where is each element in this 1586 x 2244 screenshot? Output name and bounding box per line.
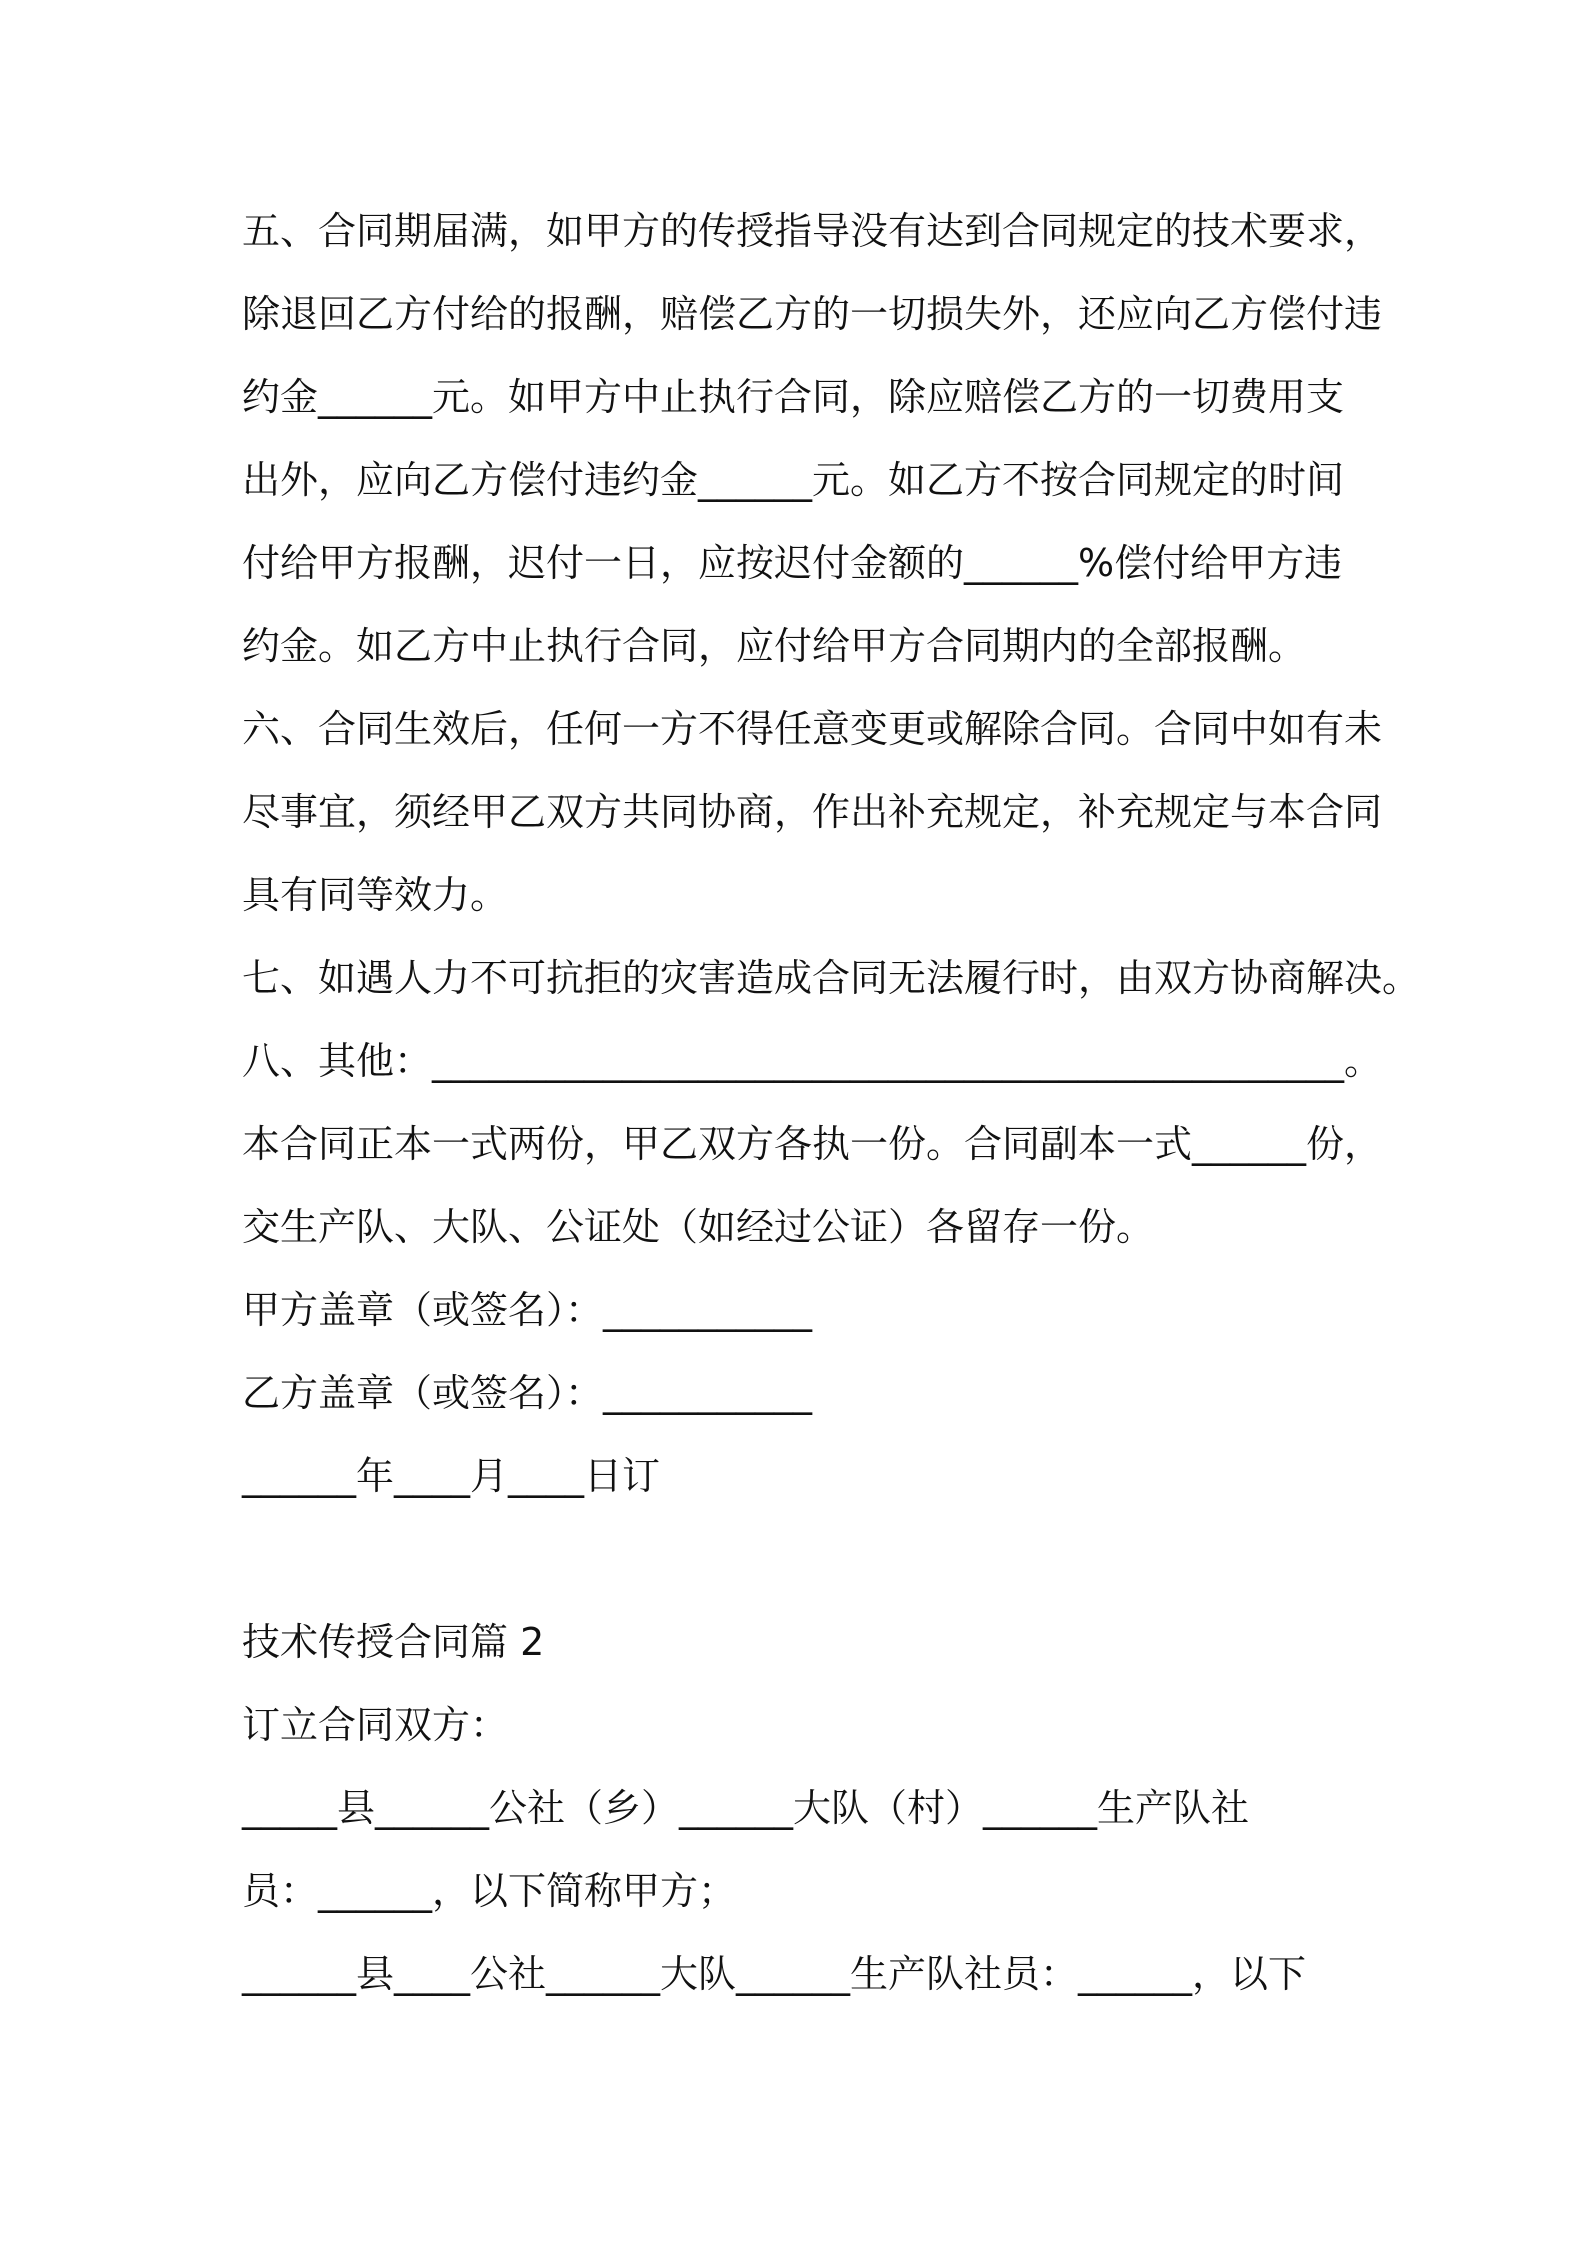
clause-6-line-3: 具有同等效力。 — [242, 873, 509, 917]
section-2-line-1: 订立合同双方： — [242, 1703, 509, 1747]
document-body — [242, 198, 1421, 2024]
party-b-signature-line: 乙方盖章（或签名）：___________ — [242, 1371, 813, 1415]
clause-6-line-2: 尽事宜，须经甲乙双方共同协商，作出补充规定，补充规定与本合同 — [242, 790, 1383, 834]
clause-5-line-6: 约金。如乙方中止执行合同，应付给甲方合同期内的全部报酬。 — [242, 624, 1307, 668]
clause-5-line-1: 五、合同期届满，如甲方的传授指导没有达到合同规定的技术要求， — [242, 209, 1383, 253]
clause-7-line: 七、如遇人力不可抗拒的灾害造成合同无法履行时，由双方协商解决。 — [242, 956, 1421, 1000]
section-2-line-2: _____县______公社（乡）______大队（村）______生产队社 — [242, 1786, 1250, 1830]
clause-5-line-2: 除退回乙方付给的报酬，赔偿乙方的一切损失外，还应向乙方偿付违 — [242, 292, 1383, 336]
section-2-line-4: ______县____公社______大队______生产队社员：______，以下 — [242, 1952, 1307, 1996]
section-2-line-3: 员：______，以下简称甲方； — [242, 1869, 737, 1913]
date-line: ______年____月____日订 — [242, 1454, 661, 1498]
section-spacer — [242, 1526, 1362, 1609]
section-2-title: 技术传授合同篇 2 — [242, 1620, 545, 1664]
copies-line-1: 本合同正本一式两份，甲乙双方各执一份。合同副本一式______份， — [242, 1122, 1383, 1166]
clause-5-line-5: 付给甲方报酬，迟付一日，应按迟付金额的______%偿付给甲方违 — [242, 541, 1343, 585]
copies-line-2: 交生产队、大队、公证处（如经过公证）各留存一份。 — [242, 1205, 1155, 1249]
clause-8-line: 八、其他：________________________________________________。 — [242, 1039, 1383, 1083]
clause-5-line-4: 出外，应向乙方偿付违约金______元。如乙方不按合同规定的时间 — [242, 458, 1345, 502]
clause-5-line-3: 约金______元。如甲方中止执行合同，除应赔偿乙方的一切费用支 — [242, 375, 1345, 419]
clause-6-line-1: 六、合同生效后，任何一方不得任意变更或解除合同。合同中如有未 — [242, 707, 1383, 751]
party-a-signature-line: 甲方盖章（或签名）：___________ — [242, 1288, 813, 1332]
